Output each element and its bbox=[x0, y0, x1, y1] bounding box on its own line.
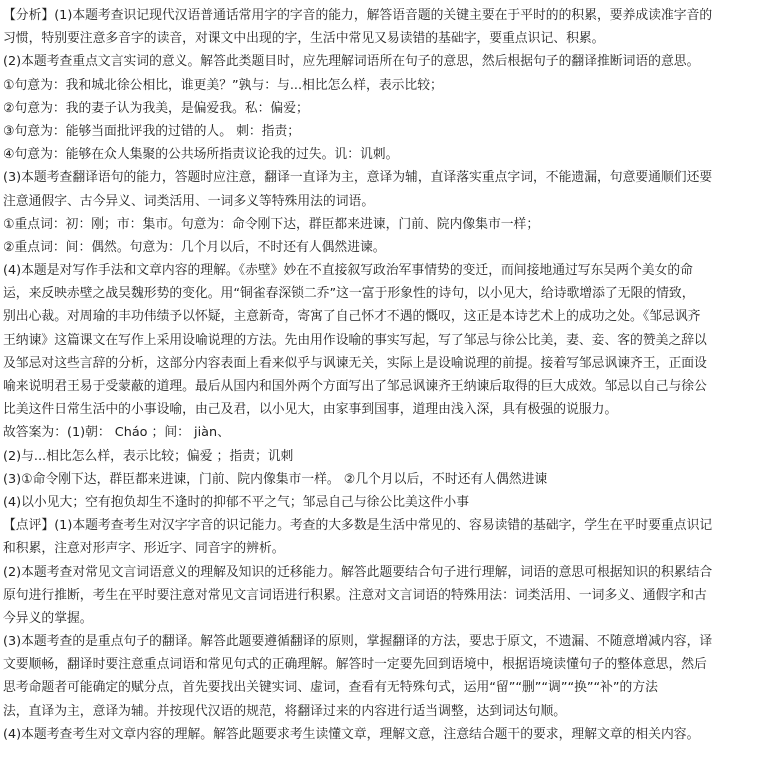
text-line: 思考命题者可能确定的赋分点，首先要找出关键实词、虚词，查看有无特殊句式，运用“留”“删”“调”“换”“补”的方法 bbox=[3, 680, 658, 696]
text-line: 别出心裁。对周瑜的丰功伟绩予以怀疑，主意新奇，寄寓了自己怀才不遇的慨叹，这正是本诗艺术上的成功之处。《邹忌讽齐 bbox=[3, 309, 701, 325]
answer-line: (3)①命令刚下达，群臣都来进谏，门前、院内像集市一样。 ②几个月以后，不时还有人偶然进谏 bbox=[3, 471, 548, 487]
text-line: ③句意为：能够当面批评我的过错的人。 刺：指责； bbox=[3, 123, 301, 139]
text-line: 今异义的掌握。 bbox=[3, 610, 93, 626]
text-line: 习惯，特别要注意多音字的读音，对课文中出现的字，生活中常见又易读错的基础字，要重点识记、积累。 bbox=[3, 31, 605, 47]
text-line: 文要顺畅，翻译时要注意重点词语和常见句式的正确理解。解答时一定要先回到语境中，根据语境读懂句子的整体意思，然后 bbox=[3, 657, 707, 673]
text-line: (2)本题考查对常见文言词语意义的理解及知识的迁移能力。解答此题要结合句子进行理解，词语的意思可根据知识的积累结合 bbox=[3, 564, 713, 580]
text-line: ②句意为：我的妻子认为我美，是偏爱我。私：偏爱； bbox=[3, 100, 309, 116]
text-line: 法，直译为主，意译为辅。并按现代汉语的规范，将翻译过来的内容进行适当调整，达到词达句顺。 bbox=[3, 703, 567, 719]
text-line: 王纳谏》这篇课文在写作上采用设喻说理的方法。先由用作设喻的事实写起，写了邹忌与徐公比美，妻、妾、客的赞美之辞以 bbox=[3, 332, 707, 348]
answer-line: (4)以小见大；空有抱负却生不逢时的抑郁不平之气；邹忌自己与徐公比美这件小事 bbox=[3, 494, 470, 510]
text-line: (3)本题考查翻译语句的能力，答题时应注意，翻译一直译为主，意译为辅，直译落实重点字词，不能遗漏，句意要通顺们还要 bbox=[3, 170, 713, 186]
text-line: 比美这件日常生活中的小事设喻，由己及君，以小见大，由家事到国事，道理由浅入深，具有极强的说服力。 bbox=[3, 402, 618, 418]
text-line: (4)本题考查考生对文章内容的理解。解答此题要求考生读懂文章，理解文意，注意结合题干的要求，理解文章的相关内容。 bbox=[3, 726, 700, 742]
text-line: (3)本题考查的是重点句子的翻译。解答此题要遵循翻译的原则，掌握翻译的方法，要忠于原文，不遗漏、不随意增减内容，译 bbox=[3, 634, 713, 650]
text-line: ①句意为：我和城北徐公相比，谁更美？”孰与：与...相比怎么样，表示比较； bbox=[3, 77, 443, 93]
text-line: (4)本题是对写作手法和文章内容的理解。《赤壁》妙在不直接叙写政治军事情势的变迁，而间接地通过写东吴两个美女的命 bbox=[3, 263, 693, 279]
text-line: 原句进行推断，考生在平时要注意对常见文言词语进行积累。注意对文言词语的特殊用法：词类活用、一词多义、通假字和古 bbox=[3, 587, 707, 603]
text-line: ②重点词：间：偶然。句意为：几个月以后，不时还有人偶然进谏。 bbox=[3, 239, 386, 255]
text-line: 和积累，注意对形声字、形近字、同音字的辨析。 bbox=[3, 541, 285, 557]
text-line: 注意通假字、古今异义、词类活用、一词多义等特殊用法的词语。 bbox=[3, 193, 375, 209]
text-line: ④句意为：能够在众人集聚的公共场所指责议论我的过失。讥：讥刺。 bbox=[3, 147, 399, 163]
text-line: 及邹忌对这些言辞的分析，这部分内容表面上看来似乎与讽谏无关，实际上是设喻说理的前提。接着写邹忌讽谏齐王，正面设 bbox=[3, 355, 707, 371]
text-line: 运，来反映赤壁之战吴魏形势的变化。用“铜雀春深锁二乔”这一富于形象性的诗句，以小见大，给诗歌增添了无限的情致， bbox=[3, 286, 695, 302]
analysis-heading-line: 【分析】(1)本题考查识记现代汉语普通话常用字的字音的能力，解答语音题的关键主要在于平时的的积累，要养成读准字音的 bbox=[3, 8, 713, 23]
text-line: (2)本题考查重点文言实词的意义。解答此类题目时，应先理解词语所在句子的意思，然后根据句子的翻译推断词语的意思。 bbox=[3, 54, 700, 70]
text-line: ①重点词：初：刚；市：集市。句意为：命令刚下达，群臣都来进谏，门前、院内像集市一样； bbox=[3, 216, 540, 232]
answer-line: 故答案为：(1)朝： Cháo ；间： jiàn、 bbox=[3, 425, 230, 441]
text-line: 喻来说明君王易于受蒙蔽的道理。最后从国内和国外两个方面写出了邹忌讽谏齐王纳谏后取得的巨大成效。邹忌以自己与徐公 bbox=[3, 379, 707, 394]
comment-heading-line: 【点评】(1)本题考查考生对汉字字音的识记能力。考查的大多数是生活中常见的、容易读错的基础字，学生在平时要重点识记 bbox=[3, 518, 713, 534]
answer-line: (2)与...相比怎么样，表示比较；偏爱 ；指责；讥刺 bbox=[3, 448, 294, 464]
